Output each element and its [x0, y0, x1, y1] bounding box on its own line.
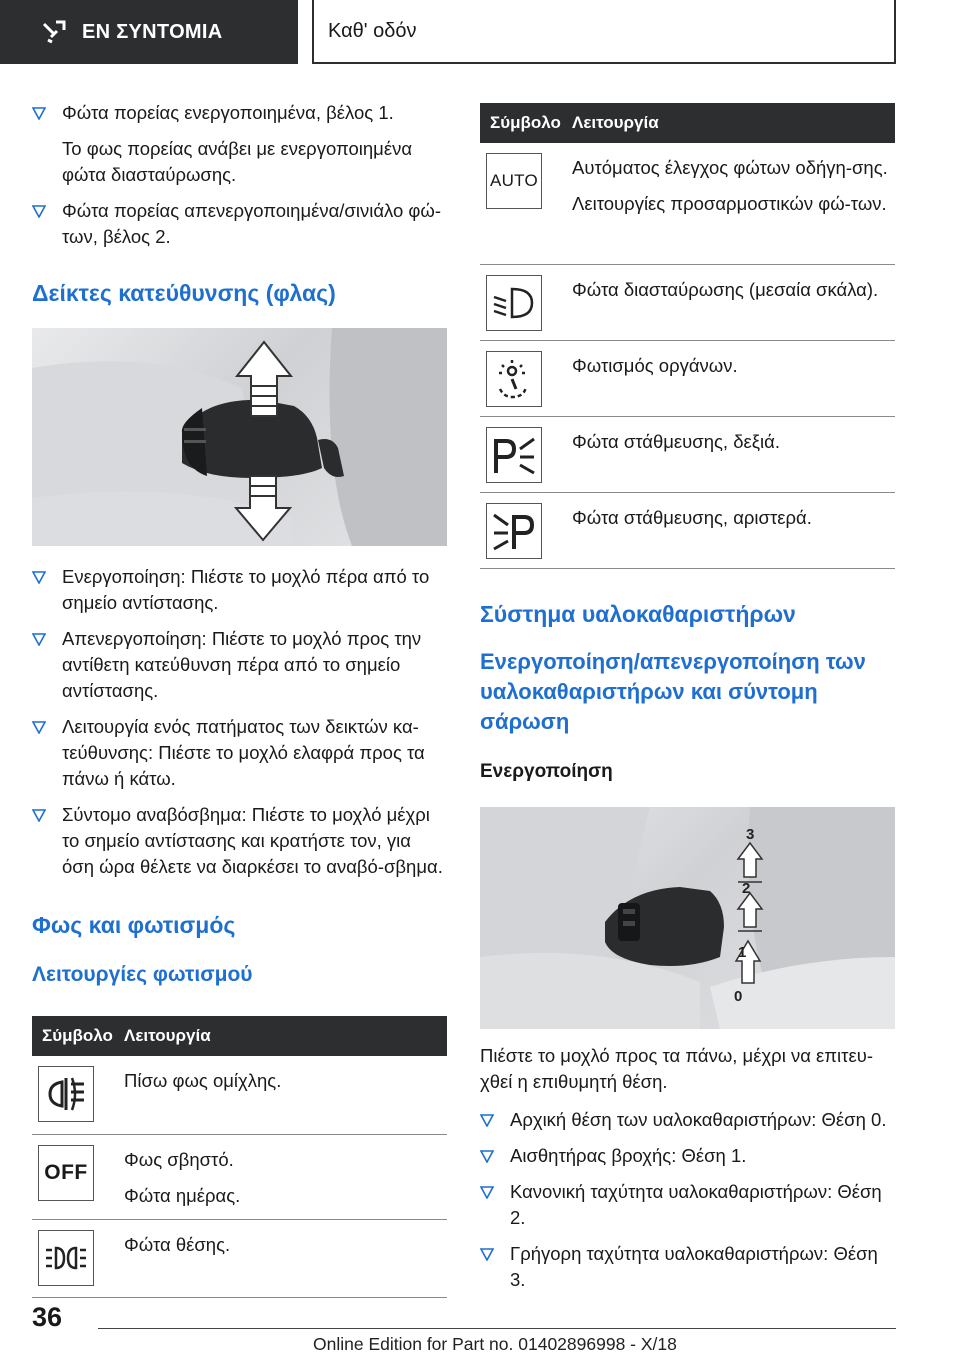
turn-signal-list [32, 564, 447, 880]
wiper-position-label: 0 [734, 987, 743, 1005]
function-text: Φώτα θέσης. [124, 1233, 231, 1255]
parking-right-icon [486, 427, 542, 483]
function-text: Φώτα στάθμευσης, αριστερά. [572, 506, 812, 528]
triangle-bullet-icon [480, 1150, 494, 1163]
triangle-bullet-icon [480, 1248, 494, 1261]
triangle-bullet-icon [32, 721, 46, 734]
function-text: Λειτουργίες προσαρμοστικών φώ-των. [572, 193, 887, 214]
footer-edition: Online Edition for Part no. 01402896998 - X/18 [313, 1334, 677, 1354]
road-icon [40, 18, 68, 46]
table-row [32, 1219, 447, 1297]
low-beam-icon [486, 275, 542, 331]
list-item: Αρχική θέση των υαλοκαθαριστήρων: Θέση 0. [480, 1107, 895, 1133]
turn-signal-lever-illustration [32, 328, 447, 546]
light-functions-table [32, 1016, 447, 1298]
turn-signal-heading: Δείκτες κατεύθυνσης (φλας) [32, 280, 336, 306]
high-beam-note: Το φως πορείας ανάβει με ενεργοποιημένα φώτα διασταύρωσης. [62, 138, 413, 185]
triangle-bullet-icon [480, 1186, 494, 1199]
list-item: Ενεργοποίηση: Πιέστε το μοχλό πέρα από το σημείο αντίστασης. [32, 564, 447, 616]
table-row [32, 1134, 447, 1219]
table-row [480, 340, 895, 416]
position-lights-icon [38, 1230, 94, 1286]
column-header-function: Λειτουργία [124, 1016, 447, 1056]
triangle-bullet-icon [32, 205, 46, 218]
parking-left-icon [486, 503, 542, 559]
section-header [0, 0, 298, 64]
table-row [480, 416, 895, 492]
high-beam-list [32, 100, 447, 126]
wiper-list [480, 1107, 895, 1293]
function-text: Αυτόματος έλεγχος φώτων οδήγη-σης. [572, 157, 888, 178]
list-item: Φώτα πορείας απενεργοποιημένα/σινιάλο φώ-των, βέλος 2. [32, 198, 447, 250]
wiper-position-label: 3 [746, 825, 755, 843]
wiper-heading: Σύστημα υαλοκαθαριστήρων [480, 600, 796, 627]
list-item: Λειτουργία ενός πατήματος των δεικτών κα-τεύθυνσης: Πιέστε το μοχλό ελαφρά προς τα πάνω ή κάτω. [32, 714, 447, 792]
list-item: Κανονική ταχύτητα υαλοκαθαριστήρων: Θέση 2. [480, 1179, 895, 1231]
page-number: 36 [32, 1302, 63, 1332]
auto-icon: AUTO [486, 153, 542, 209]
triangle-bullet-icon [32, 107, 46, 120]
table-row [32, 1056, 447, 1134]
table-row [480, 492, 895, 568]
column-header-function: Λειτουργία [572, 103, 895, 143]
lights-heading: Φως και φωτισμός [32, 912, 236, 938]
light-functions-table-2 [480, 103, 895, 569]
right-column [480, 103, 895, 1303]
triangle-bullet-icon [32, 633, 46, 646]
function-text: Πίσω φως ομίχλης. [124, 1070, 282, 1091]
rear-fog-light-icon [38, 1066, 94, 1122]
function-text: Φως σβηστό. [124, 1148, 234, 1170]
list-item: Αισθητήρας βροχής: Θέση 1. [480, 1143, 895, 1169]
function-text: Φωτισμός οργάνων. [572, 354, 738, 376]
wiper-intro: Πιέστε το μοχλό προς τα πάνω, μέχρι να επιτευ-χθεί η επιθυμητή θέση. [480, 1044, 873, 1092]
list-item: Φώτα πορείας ενεργοποιημένα, βέλος 1. [32, 100, 447, 126]
table-row [480, 143, 895, 264]
wiper-subheading: Ενεργοποίηση/απενεργοποίηση των υαλοκαθαριστήρων και σύντομη σάρωση [480, 648, 866, 734]
list-item: Γρήγορη ταχύτητα υαλοκαθαριστήρων: Θέση 3. [480, 1241, 895, 1293]
chapter-title: Καθ' οδόν [328, 19, 417, 42]
wiper-position-label: 1 [738, 943, 747, 961]
triangle-bullet-icon [32, 571, 46, 584]
high-beam-list-2 [32, 198, 447, 250]
table-row [480, 264, 895, 340]
left-column [32, 100, 447, 1298]
chapter-header [312, 0, 896, 64]
list-item: Απενεργοποίηση: Πιέστε το μοχλό προς την αντίθετη κατεύθυνση πέρα από το σημείο αντίστασης. [32, 626, 447, 704]
section-title: ΕΝ ΣΥΝΤΟΜΙΑ [82, 20, 223, 43]
instrument-lighting-icon [486, 351, 542, 407]
triangle-bullet-icon [480, 1114, 494, 1127]
off-icon: OFF [38, 1145, 94, 1201]
triangle-bullet-icon [32, 809, 46, 822]
function-text: Φώτα διασταύρωσης (μεσαία σκάλα). [572, 278, 879, 300]
function-text: Φώτα στάθμευσης, δεξιά. [572, 430, 780, 452]
list-item: Σύντομο αναβόσβημα: Πιέστε το μοχλό μέχρι το σημείο αντίστασης και κρατήστε τον, για όση ώρα θέλετε να διαρκέσει το αναβό-σβημα. [32, 802, 447, 880]
column-header-symbol: Σύμβολο [480, 103, 572, 143]
wiper-lever-image [480, 807, 895, 1029]
table-header-row [480, 103, 895, 143]
turn-signal-image [32, 328, 447, 546]
light-functions-heading: Λειτουργίες φωτισμού [32, 963, 253, 986]
table-header-row [32, 1016, 447, 1056]
wiper-lever-illustration [480, 807, 895, 1029]
activation-heading: Ενεργοποίηση [480, 760, 613, 782]
wiper-position-label: 2 [742, 879, 751, 897]
function-text: Φώτα ημέρας. [124, 1184, 241, 1206]
footer-divider [98, 1328, 896, 1329]
column-header-symbol: Σύμβολο [32, 1016, 124, 1056]
